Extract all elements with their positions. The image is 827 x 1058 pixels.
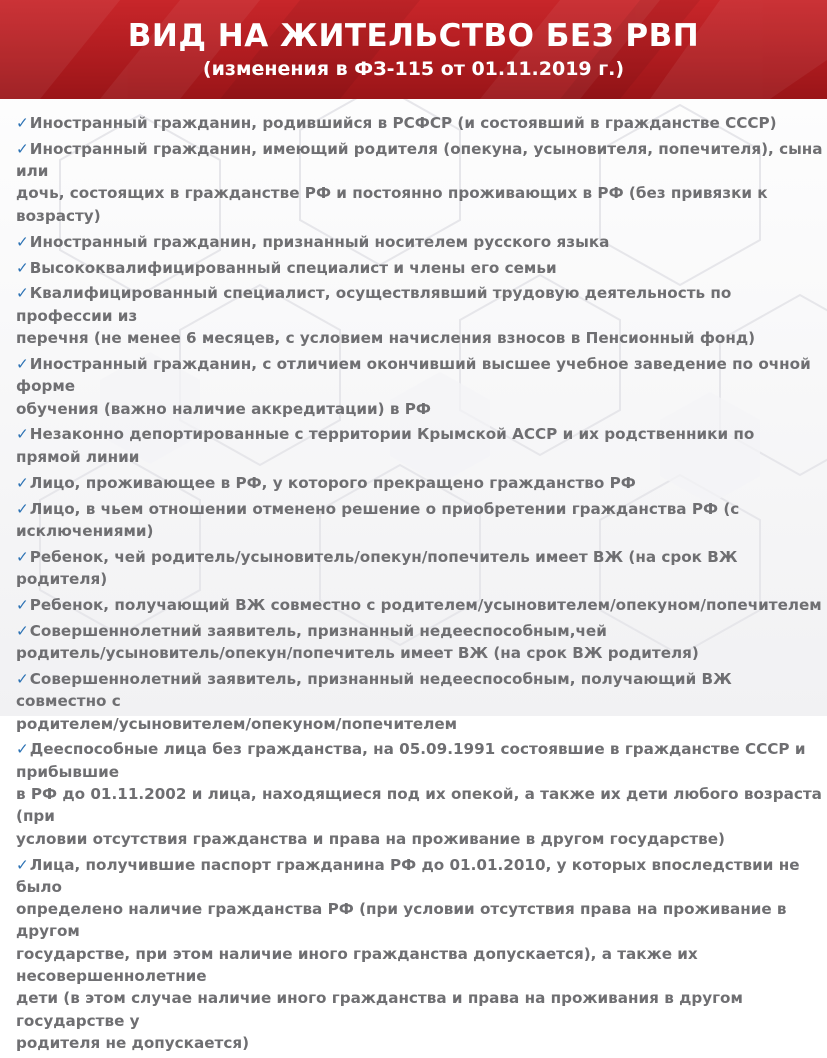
checkmark-icon: ✓ (16, 258, 29, 277)
list-item-text: Иностранный гражданин, имеющий родителя (опекуна, усыновителя, попечителя), сына или дочь, состоящих в гражданстве РФ и постоянно проживающих в РФ (без привязки к возрасту) (16, 139, 823, 225)
list-item (16, 257, 824, 279)
criteria-list (16, 112, 824, 1058)
checkmark-icon: ✓ (16, 621, 29, 640)
list-item (16, 738, 824, 849)
list-item-text: Лицо, проживающее в РФ, у которого прекращено гражданство РФ (29, 473, 636, 492)
checkmark-icon: ✓ (16, 139, 29, 158)
list-item-text: Квалифицированный специалист, осуществлявший трудовую деятельность по профессии из перечня (не менее 6 месяцев, с условием начисления взносов в Пенсионный фонд) (16, 284, 756, 348)
checkmark-icon: ✓ (16, 595, 29, 614)
page-subtitle: (изменения в ФЗ-115 от 01.11.2019 г.) (202, 58, 625, 80)
list-item (16, 138, 824, 227)
list-item-text: Ребенок, получающий ВЖ совместно с родителем/усыновителем/опекуном/попечителем (29, 595, 822, 614)
list-item (16, 594, 824, 616)
list-item-text: Высококвалифицированный специалист и члены его семьи (29, 258, 557, 277)
list-item-text: Иностранный гражданин, признанный носителем русского языка (29, 232, 610, 251)
list-item (16, 472, 824, 494)
list-item (16, 423, 824, 468)
list-item-text: Совершеннолетний заявитель, признанный недееспособным,чей родитель/усыновитель/опекун/попечитель имеет ВЖ (на срок ВЖ родителя) (16, 621, 699, 663)
list-item (16, 854, 824, 1055)
list-item-text: Незаконно депортированные с территории Крымской АССР и их родственники по прямой линии (16, 425, 755, 466)
list-item-text: Лица, получившие паспорт гражданина РФ до 01.01.2010, у которых впоследствии не было определено наличие гражданства РФ (при условии отсутствия права на проживание в другом государстве, при этом наличие иного гражданства допускается), а также их несовершеннолетние дети (в этом случае наличие иного гражданства и права на проживания в другом государстве у родителя не допускается) (16, 855, 800, 1052)
checkmark-icon: ✓ (16, 669, 29, 688)
list-item (16, 668, 824, 735)
checkmark-icon: ✓ (16, 114, 29, 132)
list-item-text: Совершеннолетний заявитель, признанный недееспособным, получающий ВЖ совместно с родителем/усыновителем/опекуном/попечителем (16, 669, 732, 733)
list-item-text: Дееспособные лица без гражданства, на 05.09.1991 состоявшие в гражданстве СССР и прибывшие в РФ до 01.11.2002 и лица, находящиеся под их опекой, а также их дети любого возраста (при условии отсутствия гражданства и права на проживание в другом государстве) (16, 740, 822, 848)
checkmark-icon: ✓ (16, 740, 29, 759)
header-banner (0, 0, 827, 99)
checkmark-icon: ✓ (16, 499, 29, 518)
list-item (16, 353, 824, 420)
list-item (16, 620, 824, 665)
checkmark-icon: ✓ (16, 547, 29, 566)
list-item (16, 112, 824, 134)
checkmark-icon: ✓ (16, 425, 29, 444)
list-item (16, 546, 824, 591)
page-title: ВИД НА ЖИТЕЛЬСТВО БЕЗ РВП (127, 18, 700, 54)
list-item (16, 498, 824, 543)
list-item (16, 231, 824, 253)
list-item-text: Лицо, в чьем отношении отменено решение о приобретении гражданства РФ (с исключениями) (16, 499, 740, 540)
checkmark-icon: ✓ (16, 855, 29, 874)
list-item-text: Иностранный гражданин, родившийся в РСФСР (и состоявший в гражданстве СССР) (29, 114, 777, 132)
checkmark-icon: ✓ (16, 284, 29, 303)
checkmark-icon: ✓ (16, 354, 29, 373)
list-item-text: Ребенок, чей родитель/усыновитель/опекун/попечитель имеет ВЖ (на срок ВЖ родителя) (16, 547, 738, 588)
list-item-text: Иностранный гражданин, с отличием окончивший высшее учебное заведение по очной форме обучения (важно наличие аккредитации) в РФ (16, 354, 811, 418)
list-item (16, 282, 824, 349)
checkmark-icon: ✓ (16, 473, 29, 492)
checkmark-icon: ✓ (16, 232, 29, 251)
